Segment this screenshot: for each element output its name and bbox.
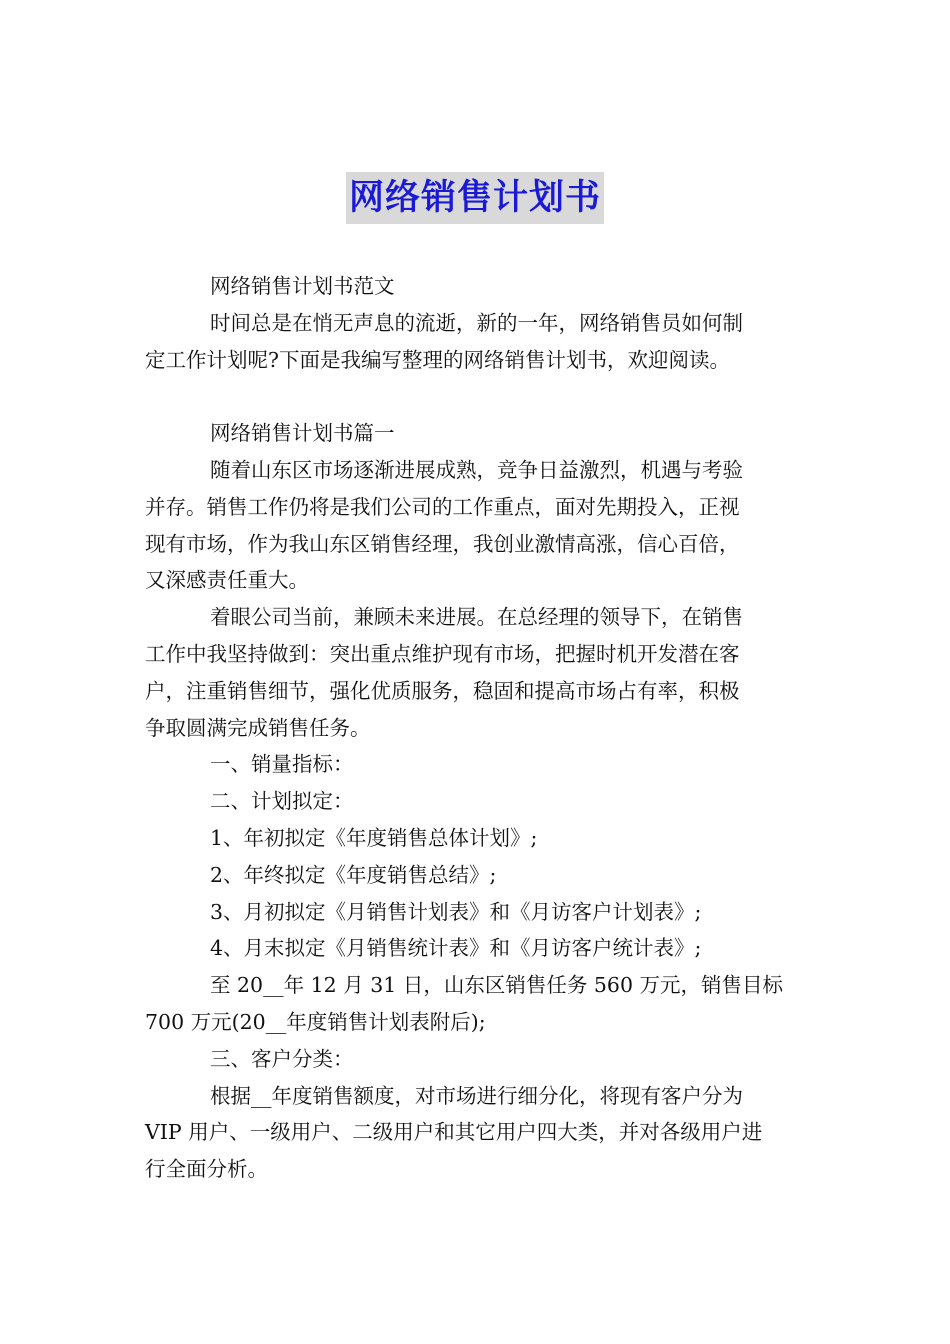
paragraph — [145, 930, 807, 967]
paragraph-line: 3、月初拟定《月销售计划表》和《月访客户计划表》; — [210, 899, 702, 924]
paragraph — [145, 1041, 807, 1078]
paragraph-line: 根据__年度销售额度，对市场进行细分化，将现有客户分为 — [210, 1083, 743, 1108]
paragraph-line: 二、计划拟定： — [210, 789, 354, 814]
paragraph-line: VIP 用户、一级用户、二级用户和其它用户四大类，并对各级用户进 — [145, 1120, 763, 1145]
paragraph-line: 工作中我坚持做到：突出重点维护现有市场，把握时机开发潜在客 — [145, 641, 740, 666]
paragraph-line: 三、客户分类： — [210, 1046, 354, 1071]
paragraph-line: 着眼公司当前，兼顾未来进展。在总经理的领导下，在销售 — [210, 605, 743, 630]
paragraph — [145, 746, 807, 783]
blank-line — [145, 378, 807, 415]
paragraph — [145, 452, 807, 599]
paragraph-line: 定工作计划呢?下面是我编写整理的网络销售计划书，欢迎阅读。 — [145, 347, 730, 372]
paragraph — [145, 783, 807, 820]
paragraph-line: 行全面分析。 — [145, 1157, 268, 1182]
paragraph-line: 随着山东区市场逐渐进展成熟，竞争日益激烈，机遇与考验 — [210, 457, 743, 482]
paragraph-line: 2、年终拟定《年度销售总结》; — [210, 862, 497, 887]
paragraph-line: 网络销售计划书范文 — [210, 274, 395, 298]
paragraph — [145, 305, 807, 379]
paragraph — [145, 415, 807, 452]
paragraph — [145, 268, 807, 305]
document-body — [145, 268, 807, 1188]
paragraph-line: 户，注重销售细节，强化优质服务，稳固和提高市场占有率，积极 — [145, 678, 740, 703]
document-title: 网络销售计划书 — [346, 172, 604, 224]
paragraph-line: 至 20__年 12 月 31 日，山东区销售任务 560 万元，销售目标 — [210, 973, 783, 998]
paragraph-line: 700 万元(20__年度销售计划表附后); — [145, 1009, 486, 1034]
paragraph — [145, 599, 807, 746]
paragraph — [145, 1078, 807, 1188]
paragraph-line: 并存。销售工作仍将是我们公司的工作重点，面对先期投入，正视 — [145, 494, 740, 519]
paragraph-line: 又深感责任重大。 — [145, 568, 309, 593]
paragraph-line: 争取圆满完成销售任务。 — [145, 715, 371, 740]
paragraph-line: 一、销量指标： — [210, 752, 354, 777]
paragraph — [145, 967, 807, 1041]
paragraph — [145, 894, 807, 931]
paragraph — [145, 820, 807, 857]
paragraph-line: 4、月末拟定《月销售统计表》和《月访客户统计表》; — [210, 936, 702, 961]
title-container — [0, 172, 950, 224]
paragraph-line: 1、年初拟定《年度销售总体计划》; — [210, 825, 538, 850]
paragraph-line: 网络销售计划书篇一 — [210, 421, 395, 446]
paragraph — [145, 857, 807, 894]
paragraph-line: 时间总是在悄无声息的流逝，新的一年，网络销售员如何制 — [210, 310, 743, 335]
paragraph-line: 现有市场，作为我山东区销售经理，我创业激情高涨，信心百倍， — [145, 531, 740, 556]
